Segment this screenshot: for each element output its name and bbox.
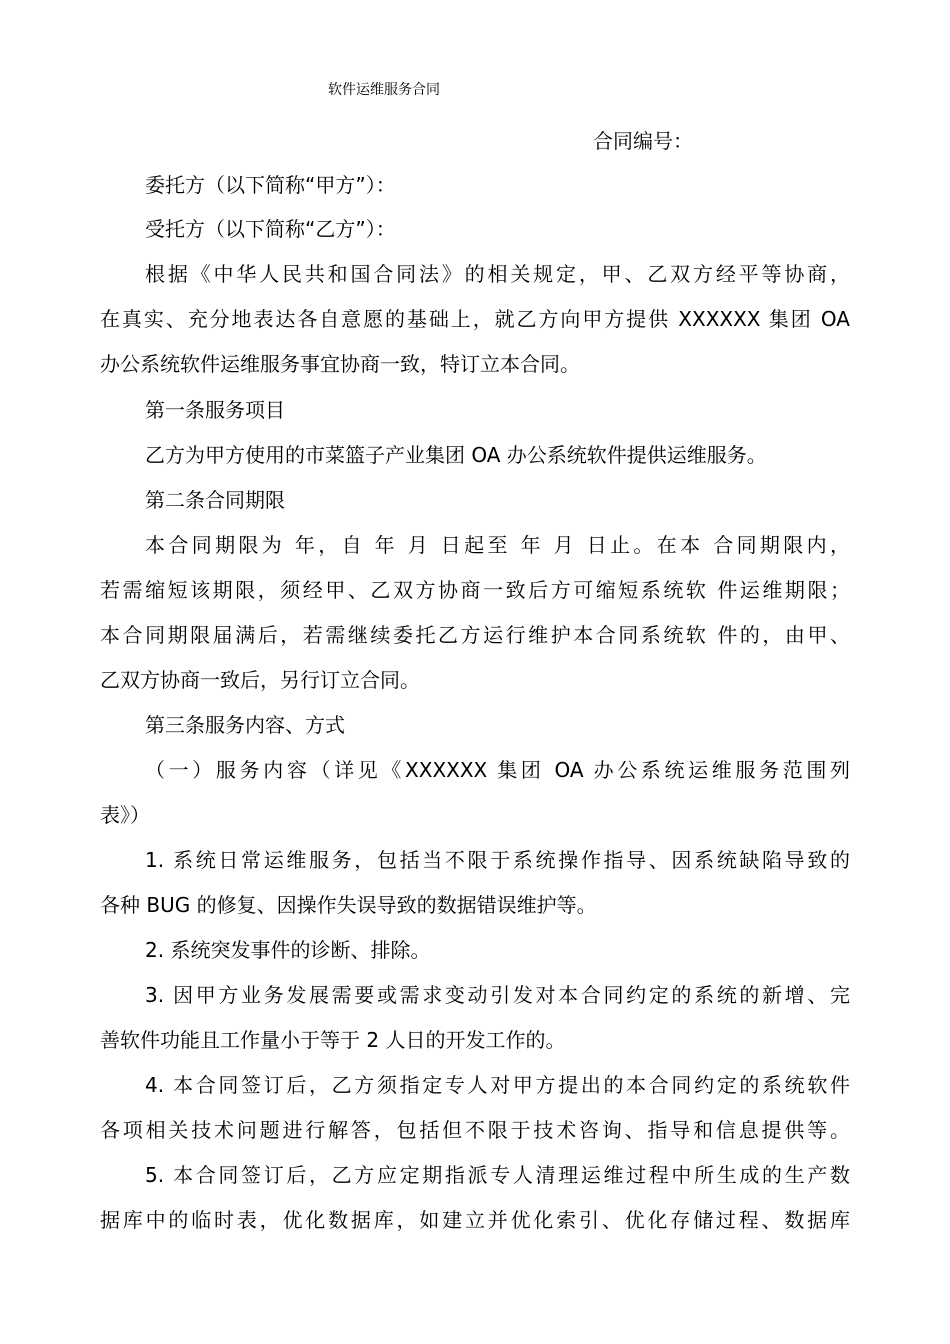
paragraph-line: 在真实、充分地表达各自意愿的基础上，就乙方向甲方提供 XXXXXX 集团 OA — [100, 307, 850, 331]
paragraph-line: 乙方为甲方使用的市菜篮子产业集团 OA 办公系统软件提供运维服务。 — [145, 443, 767, 467]
paragraph-line: 若需缩短该期限，须经甲、乙双方协商一致后方可缩短系统软 件运维期限； — [100, 578, 850, 602]
list-item: 4. 本合同签订后，乙方须指定专人对甲方提出的本合同约定的系统软件 — [145, 1073, 850, 1097]
paragraph-line: 本合同期限届满后，若需继续委托乙方运行维护本合同系统软 件的，由甲、 — [100, 623, 850, 647]
list-item: 5. 本合同签订后，乙方应定期指派专人清理运维过程中所生成的生产数 — [145, 1163, 850, 1187]
paragraph-line: 各种 BUG 的修复、因操作失误导致的数据错误维护等。 — [100, 893, 597, 917]
list-item: 3. 因甲方业务发展需要或需求变动引发对本合同约定的系统的新增、完 — [145, 983, 850, 1007]
section-heading: 第三条服务内容、方式 — [145, 713, 345, 737]
section-heading: 第一条服务项目 — [145, 398, 285, 422]
document-title: 软件运维服务合同 — [328, 82, 440, 98]
line-client: 委托方（以下简称“甲方”）： — [145, 173, 396, 197]
section-heading: 第二条合同期限 — [145, 488, 285, 512]
paragraph-line: （一）服务内容（详见《XXXXXX 集团 OA 办公系统运维服务范围列 — [145, 758, 850, 782]
paragraph-line: 办公系统软件运维服务事宜协商一致，特订立本合同。 — [100, 352, 580, 376]
paragraph-line: 各项相关技术问题进行解答，包括但不限于技术咨询、指导和信息提供等。 — [100, 1118, 850, 1142]
line-contractor: 受托方（以下简称“乙方”）： — [145, 217, 396, 241]
paragraph-line: 本合同期限为 年，自 年 月 日起至 年 月 日止。在本 合同期限内， — [145, 533, 850, 557]
paragraph-line: 表》） — [100, 803, 150, 827]
paragraph-line: 据库中的临时表，优化数据库，如建立并优化索引、优化存储过程、数据库 — [100, 1208, 850, 1232]
paragraph-line: 乙双方协商一致后，另行订立合同。 — [100, 668, 420, 692]
paragraph-line: 根据《中华人民共和国合同法》的相关规定，甲、乙双方经平等协商， — [145, 262, 850, 286]
list-item: 2. 系统突发事件的诊断、排除。 — [145, 938, 431, 962]
contract-number-label: 合同编号： — [593, 129, 693, 153]
list-item: 1. 系统日常运维服务，包括当不限于系统操作指导、因系统缺陷导致的 — [145, 848, 850, 872]
paragraph-line: 善软件功能且工作量小于等于 2 人日的开发工作的。 — [100, 1028, 566, 1052]
